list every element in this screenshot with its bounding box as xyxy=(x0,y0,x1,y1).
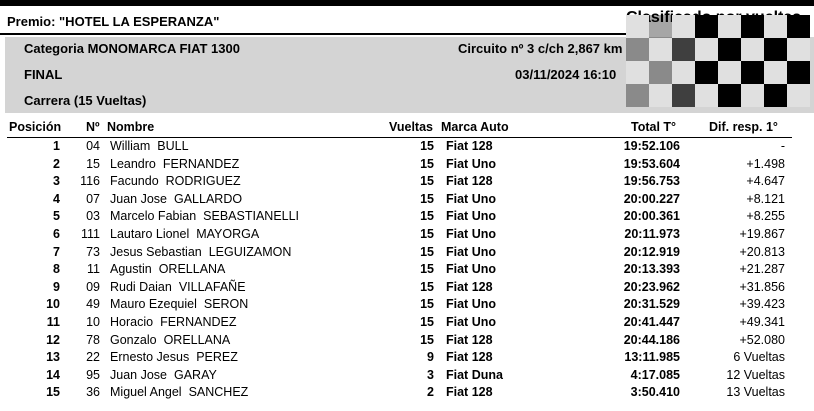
carrera-label: Carrera (15 Vueltas) xyxy=(24,93,147,108)
difference-cell: +21.287 xyxy=(739,262,785,277)
first-name-cell: Gonzalo xyxy=(110,332,157,347)
position-cell: 3 xyxy=(53,174,60,189)
final-label: FINAL xyxy=(24,67,63,82)
table-row xyxy=(0,262,814,280)
last-name-cell: MAYORGA xyxy=(196,227,260,241)
last-name-cell: FERNANDEZ xyxy=(160,315,237,329)
total-time-cell: 20:12.919 xyxy=(623,244,680,259)
number-cell: 11 xyxy=(87,262,100,277)
laps-cell: 15 xyxy=(420,209,434,224)
number-cell: 03 xyxy=(86,209,100,224)
laps-cell: 15 xyxy=(420,139,434,153)
number-cell: 73 xyxy=(86,244,100,259)
table-row xyxy=(0,227,814,245)
table-row xyxy=(0,368,814,386)
first-name-cell: Mauro Ezequiel xyxy=(110,297,197,312)
number-cell: 111 xyxy=(80,227,100,241)
number-cell: 07 xyxy=(86,191,100,206)
table-row xyxy=(0,157,814,175)
col-total: Total T° xyxy=(631,120,677,134)
total-time-cell: 19:52.106 xyxy=(623,139,680,153)
car-cell: Fiat Uno xyxy=(446,315,496,329)
position-cell: 12 xyxy=(46,332,60,347)
difference-cell: 12 Vueltas xyxy=(726,367,785,382)
last-name-cell: SEBASTIANELLI xyxy=(203,209,300,224)
total-time-cell: 4:17.085 xyxy=(630,367,680,382)
position-cell: 11 xyxy=(46,315,60,329)
last-name-cell: ORELLANA xyxy=(163,332,231,347)
first-name-cell: Agustin xyxy=(110,262,152,277)
table-row xyxy=(0,139,814,157)
total-time-cell: 20:13.393 xyxy=(623,262,680,277)
table-row xyxy=(0,209,814,227)
laps-cell: 15 xyxy=(420,297,434,312)
difference-cell: +52.080 xyxy=(739,332,785,347)
difference-cell: - xyxy=(780,139,785,153)
car-cell: Fiat Uno xyxy=(446,244,496,259)
position-cell: 8 xyxy=(53,262,60,277)
position-cell: 1 xyxy=(53,139,60,153)
car-cell: Fiat Uno xyxy=(446,227,496,241)
categoria-label: Categoria MONOMARCA FIAT 1300 xyxy=(24,41,240,56)
car-cell: Fiat 128 xyxy=(446,350,493,365)
col-nombre: Nombre xyxy=(107,120,155,134)
table-row xyxy=(0,350,814,368)
total-time-cell: 19:53.604 xyxy=(623,156,680,171)
car-cell: Fiat 128 xyxy=(446,174,493,189)
total-time-cell: 13:11.985 xyxy=(624,350,680,365)
total-time-cell: 20:00.227 xyxy=(623,191,680,206)
number-cell: 10 xyxy=(86,315,100,329)
column-header-rule xyxy=(7,137,792,138)
circuito-label: Circuito nº 3 c/ch 2,867 km xyxy=(458,41,623,56)
position-cell: 2 xyxy=(53,156,60,171)
last-name-cell: ORELLANA xyxy=(158,262,226,277)
number-cell: 09 xyxy=(86,279,100,294)
table-row xyxy=(0,280,814,298)
position-cell: 9 xyxy=(53,279,60,294)
fecha-label: 03/11/2024 16:10 xyxy=(515,67,617,82)
table-row xyxy=(0,245,814,263)
total-time-cell: 20:23.962 xyxy=(623,279,680,294)
first-name-cell: Juan Jose xyxy=(110,367,167,382)
car-cell: Fiat Uno xyxy=(446,156,496,171)
first-name-cell: Ernesto Jesus xyxy=(110,350,190,365)
col-numero: Nº xyxy=(86,120,100,134)
car-cell: Fiat 128 xyxy=(446,332,493,347)
first-name-cell: Jesus Sebastian xyxy=(110,244,202,259)
total-time-cell: 20:44.186 xyxy=(623,332,680,347)
col-marca: Marca Auto xyxy=(441,120,509,134)
table-row xyxy=(0,333,814,351)
table-row xyxy=(0,315,814,333)
total-time-cell: 3:50.410 xyxy=(630,385,680,400)
first-name-cell: Marcelo Fabian xyxy=(110,209,197,224)
first-name-cell: Miguel Angel xyxy=(110,385,182,400)
difference-cell: +31.856 xyxy=(739,279,785,294)
car-cell: Fiat Uno xyxy=(446,209,496,224)
difference-cell: +8.121 xyxy=(746,191,785,206)
difference-cell: +39.423 xyxy=(739,297,785,312)
laps-cell: 15 xyxy=(420,174,434,189)
number-cell: 36 xyxy=(86,385,100,400)
total-time-cell: 20:11.973 xyxy=(624,227,680,241)
last-name-cell: SANCHEZ xyxy=(188,385,249,400)
laps-cell: 15 xyxy=(420,332,434,347)
total-time-cell: 20:41.447 xyxy=(623,315,680,329)
number-cell: 15 xyxy=(86,156,100,171)
number-cell: 04 xyxy=(86,139,100,153)
car-cell: Fiat Uno xyxy=(446,191,496,206)
last-name-cell: GALLARDO xyxy=(173,191,243,206)
number-cell: 95 xyxy=(86,367,100,382)
number-cell: 22 xyxy=(86,350,100,365)
last-name-cell: LEGUIZAMON xyxy=(208,244,292,259)
last-name-cell: VILLAFAÑE xyxy=(178,279,246,294)
col-dif: Dif. resp. 1° xyxy=(709,120,778,134)
difference-cell: +20.813 xyxy=(739,244,785,259)
laps-cell: 15 xyxy=(420,315,434,329)
laps-cell: 15 xyxy=(420,156,434,171)
last-name-cell: GARAY xyxy=(173,367,217,382)
difference-cell: +4.647 xyxy=(746,174,785,189)
position-cell: 10 xyxy=(46,297,60,312)
difference-cell: +8.255 xyxy=(746,209,785,224)
difference-cell: +49.341 xyxy=(739,315,785,329)
first-name-cell: Juan Jose xyxy=(110,191,167,206)
car-cell: Fiat Uno xyxy=(446,297,496,312)
table-row xyxy=(0,174,814,192)
first-name-cell: Horacio xyxy=(110,315,154,329)
last-name-cell: PEREZ xyxy=(196,350,238,365)
total-time-cell: 19:56.753 xyxy=(623,174,680,189)
car-cell: Fiat Uno xyxy=(446,262,496,277)
total-time-cell: 20:31.529 xyxy=(623,297,680,312)
col-vueltas: Vueltas xyxy=(389,120,434,134)
col-posicion: Posición xyxy=(9,120,62,134)
laps-cell: 15 xyxy=(420,262,434,277)
difference-cell: +1.498 xyxy=(746,156,785,171)
first-name-cell: Lautaro Lionel xyxy=(110,227,190,241)
first-name-cell: Facundo xyxy=(110,174,159,189)
difference-cell: 6 Vueltas xyxy=(733,350,785,365)
table-row xyxy=(0,297,814,315)
laps-cell: 2 xyxy=(427,385,434,400)
first-name-cell: William xyxy=(110,139,151,153)
total-time-cell: 20:00.361 xyxy=(623,209,680,224)
first-name-cell: Leandro xyxy=(110,156,156,171)
last-name-cell: BULL xyxy=(157,139,189,153)
last-name-cell: RODRIGUEZ xyxy=(165,174,241,189)
laps-cell: 15 xyxy=(420,279,434,294)
first-name-cell: Rudi Daian xyxy=(110,279,172,294)
number-cell: 78 xyxy=(86,332,100,347)
laps-cell: 15 xyxy=(420,244,434,259)
position-cell: 5 xyxy=(53,209,60,224)
car-cell: Fiat 128 xyxy=(446,139,493,153)
laps-cell: 15 xyxy=(420,227,434,241)
position-cell: 14 xyxy=(46,367,60,382)
position-cell: 15 xyxy=(46,385,60,400)
laps-cell: 3 xyxy=(427,367,434,382)
clasificado-title: Clasificado xyxy=(626,9,712,26)
table-row xyxy=(0,192,814,210)
position-cell: 13 xyxy=(46,350,60,365)
difference-cell: +19.867 xyxy=(739,227,785,241)
number-cell: 116 xyxy=(80,174,100,189)
car-cell: Fiat Duna xyxy=(446,367,503,382)
position-cell: 6 xyxy=(53,227,60,241)
car-cell: Fiat 128 xyxy=(446,279,493,294)
car-cell: Fiat 128 xyxy=(446,385,493,400)
number-cell: 49 xyxy=(86,297,100,312)
laps-cell: 15 xyxy=(420,191,434,206)
table-row xyxy=(0,385,814,403)
last-name-cell: FERNANDEZ xyxy=(162,156,240,171)
premio-title: Premio: "HOTEL LA ESPERANZA" xyxy=(7,14,220,29)
position-cell: 4 xyxy=(53,191,60,206)
last-name-cell: SERON xyxy=(203,297,249,312)
laps-cell: 9 xyxy=(427,350,434,365)
position-cell: 7 xyxy=(53,244,60,259)
difference-cell: 13 Vueltas xyxy=(726,385,785,400)
